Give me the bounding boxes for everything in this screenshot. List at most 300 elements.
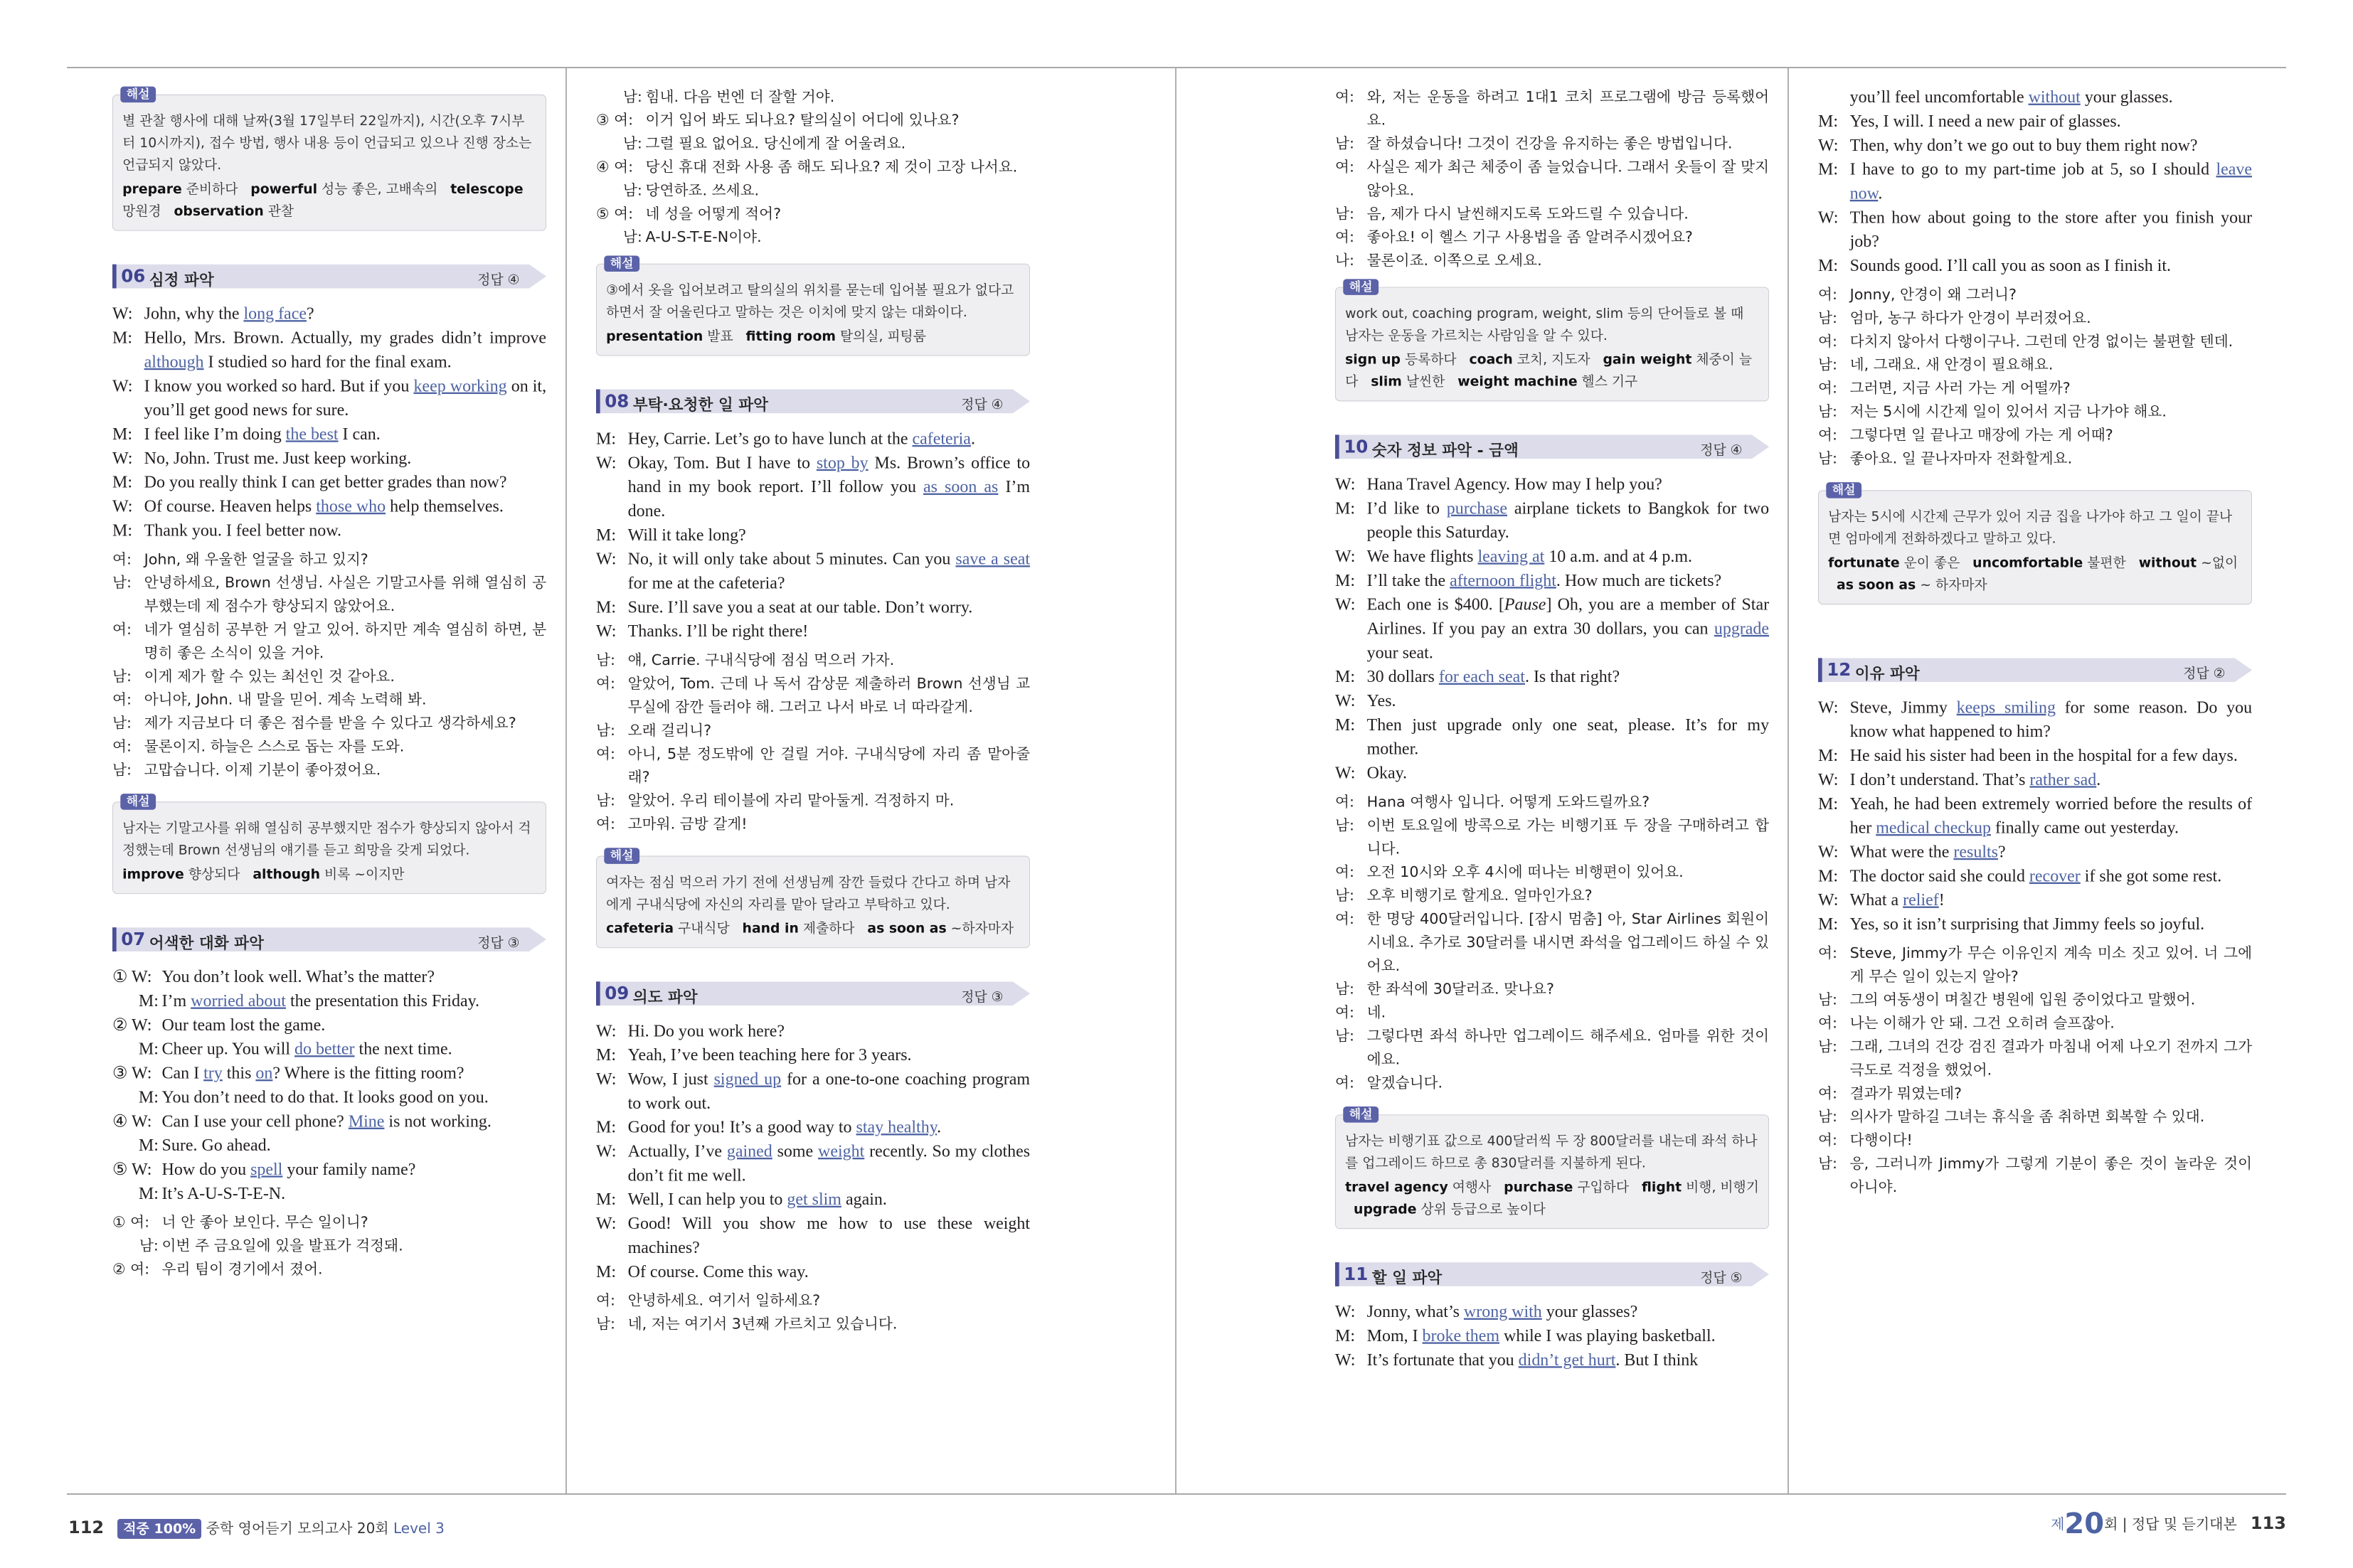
- translation-12: [1818, 942, 2252, 1199]
- line-text: 한 좌석에 30달러죠. 맞나요?: [1366, 980, 1555, 998]
- speaker: 여:: [1818, 1014, 1837, 1032]
- translation-line: [1335, 907, 1769, 978]
- speaker: M:: [596, 1045, 616, 1065]
- translation-line: [1818, 283, 2252, 306]
- translation-line: [112, 688, 546, 712]
- dialogue-line: [112, 965, 546, 989]
- line-text: John, 왜 우울한 얼굴을 하고 있지?: [144, 550, 368, 568]
- line-text: How do you spell your family name?: [161, 1160, 416, 1179]
- explanation-text: 남자는 비행기표 값으로 400달러씩 두 장 800달러를 내는데 좌석 하나를 업그레이드 하므로 총 830달러를 지불하게 된다.: [1345, 1133, 1758, 1171]
- line-text: You don’t need to do that. It looks good on you.: [161, 1087, 489, 1107]
- speaker: 나:: [1335, 252, 1354, 270]
- key-phrase: without: [2028, 87, 2081, 107]
- translation-line: [1818, 1129, 2252, 1152]
- vocab-word: gain weight: [1603, 351, 1692, 368]
- line-text: 이번 주 금요일에 있을 발표가 걱정돼.: [161, 1237, 403, 1254]
- key-phrase: afternoon flight: [1450, 571, 1556, 590]
- key-phrase: save a seat: [955, 550, 1030, 569]
- key-phrase: those who: [316, 496, 386, 516]
- vocab-meaning: 체중이 늘다: [1345, 351, 1752, 390]
- vocab-meaning: 향상되다: [188, 866, 240, 882]
- speaker: W:: [1818, 890, 1839, 910]
- line-text: I know you worked so hard. But if you keep working on it, you’ll get good news for sure.: [144, 376, 546, 420]
- vocab-word: telescope: [450, 181, 524, 197]
- answer-label: 정답 ④: [477, 272, 520, 288]
- line-text: Then just upgrade only one seat, please. It’s for my mother.: [1366, 715, 1769, 759]
- speaker: M:: [1335, 1326, 1355, 1345]
- question-title: 의도 파악: [632, 988, 698, 1006]
- speaker: 남:: [1335, 816, 1354, 834]
- vocab-word: upgrade: [1354, 1201, 1417, 1217]
- line-text: Steve, Jimmy keeps smiling for some reason. Do you know what happened to him?: [1849, 698, 2252, 741]
- line-text: 아니야, John. 내 말을 믿어. 계속 노력해 봐.: [144, 690, 427, 708]
- speaker: M:: [596, 1262, 616, 1281]
- line-text: Wow, I just signed up for a one-to-one coaching program to work out.: [627, 1070, 1030, 1113]
- translation-line: [112, 712, 546, 735]
- translation-line: [112, 665, 546, 688]
- dialogue-line: [596, 1115, 1030, 1139]
- header-stripe: [1335, 434, 1339, 459]
- speaker: M:: [138, 1040, 159, 1059]
- speaker: 여:: [1818, 1084, 1837, 1102]
- line-text: 당연하죠. 쓰세요.: [645, 181, 760, 199]
- dialogue-line: [112, 326, 546, 374]
- line-text: Yes, so it isn’t surprising that Jimmy feels so joyful.: [1849, 914, 2205, 934]
- translation-line: [596, 225, 1030, 249]
- vocab-word: cafeteria: [606, 920, 674, 937]
- speaker: 여:: [1335, 1003, 1354, 1021]
- explanation-box-05: [112, 87, 546, 231]
- translation-line: [1818, 423, 2252, 447]
- translation-line: [1818, 447, 2252, 470]
- dialogue-line: [1335, 472, 1769, 496]
- dialogue-line: [112, 1037, 546, 1061]
- translation-line: [596, 1313, 1030, 1336]
- explanation-label: 해설: [604, 848, 639, 864]
- line-text: We have flights leaving at 10 a.m. and at 4 p.m.: [1366, 547, 1693, 566]
- dialogue-line: [1335, 665, 1769, 689]
- key-phrase: the best: [285, 425, 339, 444]
- page-number-left: 112: [68, 1518, 105, 1537]
- speaker: W:: [1818, 770, 1839, 789]
- speaker: W:: [112, 376, 133, 395]
- key-phrase: signed up: [713, 1070, 782, 1089]
- translation-11: [1818, 283, 2252, 470]
- speaker: 남:: [1818, 449, 1837, 467]
- vocab-word: presentation: [606, 328, 703, 344]
- vocab-meaning: 날씬한: [1406, 373, 1445, 390]
- translation-line: [596, 109, 1030, 132]
- line-text: No, John. Trust me. Just keep working.: [144, 449, 412, 468]
- explanation-text: 별 관찰 행사에 대해 날짜(3월 17일부터 22일까지), 시간(오후 7시부터 10시까지), 접수 방법, 행사 내용 등이 언급되고 있으나 진행 장소는 언급되지 않았다.: [122, 113, 532, 173]
- line-text: 네가 열심히 공부한 거 알고 있어. 하지만 계속 열심히 하면, 분명히 좋은 소식이 있을 거야.: [144, 621, 546, 662]
- translation-06: [112, 548, 546, 782]
- vocab-word: improve: [122, 866, 184, 882]
- speaker: ① 여:: [112, 1213, 150, 1231]
- translation-line: [596, 789, 1030, 813]
- line-text: 그렇다면 좌석 하나만 업그레이드 해주세요. 엄마를 위한 것이에요.: [1366, 1027, 1769, 1068]
- speaker: [1818, 85, 1850, 110]
- line-text: 고마워. 금방 갈게!: [627, 815, 748, 833]
- dialogue-line: [1335, 1324, 1769, 1348]
- line-text: Thank you. I feel better now.: [144, 521, 341, 540]
- line-text: 얘, Carrie. 구내식당에 점심 먹으러 가자.: [627, 651, 895, 669]
- key-phrase: recover: [2029, 866, 2081, 885]
- vocab-line: [122, 863, 536, 885]
- line-text: 알았어, Tom. 근데 나 독서 감상문 제출하러 Brown 선생님 교무실에 잠깐 들러야 해. 그러고 나서 바로 너 따라갈게.: [627, 675, 1030, 716]
- speaker: W:: [596, 1021, 617, 1040]
- line-text: 아니, 5분 정도밖에 안 걸릴 거야. 구내식당에 자리 좀 맡아줄래?: [627, 745, 1030, 786]
- dialogue-line: [596, 595, 1030, 619]
- key-phrase: although: [144, 352, 204, 372]
- translation-line: [1818, 377, 2252, 400]
- speaker: W:: [1818, 208, 1839, 228]
- speaker: 남:: [622, 87, 642, 105]
- speaker: 여:: [1335, 863, 1354, 881]
- translation-10: [1335, 790, 1769, 1094]
- column-4-content: [1818, 71, 2252, 1199]
- vocab-meaning: 코치, 지도자: [1517, 351, 1590, 368]
- dialogue-12: [1818, 695, 2252, 936]
- dialogue-line: [1818, 206, 2252, 254]
- vocab-meaning: 등록하다: [1404, 351, 1457, 368]
- header-stripe: [1818, 658, 1822, 682]
- dialogue-line: [112, 1085, 546, 1109]
- line-text: 이거 입어 봐도 되나요? 탈의실이 어디에 있나요?: [645, 111, 960, 129]
- question-title: 할 일 파악: [1371, 1269, 1443, 1287]
- vocab-word: flight: [1641, 1179, 1682, 1195]
- vocab-word: coach: [1469, 351, 1513, 368]
- page-gutter: [1175, 68, 1176, 1493]
- translation-line: [112, 758, 546, 782]
- dialogue-11: [1335, 1300, 1769, 1372]
- translation-line: [1335, 884, 1769, 907]
- question-header-12: [1818, 658, 2252, 682]
- key-phrase: upgrade: [1714, 619, 1769, 639]
- line-text: 결과가 뭐였는데?: [1849, 1084, 1962, 1102]
- vocab-meaning: 구입하다: [1577, 1179, 1630, 1195]
- line-text: Each one is $400. [Pause] Oh, you are a member of Star Airlines. If you pay an extra 30 dollars, you can upgrade your seat.: [1366, 594, 1769, 662]
- line-text: Sounds good. I’ll call you as soon as I finish it.: [1849, 256, 2172, 275]
- vocab-word: purchase: [1504, 1179, 1573, 1195]
- speaker: M:: [1335, 498, 1355, 518]
- question-title: 이유 파악: [1854, 664, 1920, 683]
- speaker: 여:: [112, 690, 132, 708]
- header-stripe: [1335, 1262, 1339, 1286]
- speaker: ① W:: [112, 967, 152, 986]
- speaker: M:: [596, 597, 616, 617]
- speaker: 남:: [1818, 991, 1837, 1008]
- dialogue-line: [112, 989, 546, 1013]
- answer-label: 정답 ②: [2183, 666, 2226, 681]
- vocab-meaning: 비록 ~이지만: [324, 866, 405, 882]
- key-phrase: get slim: [787, 1190, 841, 1209]
- speaker: ② 여:: [112, 1260, 150, 1278]
- column-1-content: [112, 71, 546, 1281]
- dialogue-line: [112, 374, 546, 422]
- speaker: M:: [596, 1118, 616, 1137]
- dialogue-line: [1818, 767, 2252, 791]
- dialogue-line: [596, 619, 1030, 644]
- line-text: John, why the long face?: [144, 304, 314, 324]
- question-header-11: [1335, 1262, 1769, 1286]
- translation-line: [596, 178, 1030, 202]
- line-text: Of course. Come this way.: [627, 1262, 809, 1281]
- vocab-meaning: 운이 좋은: [1903, 555, 1960, 571]
- vocab-line: [122, 178, 536, 222]
- line-text: 나는 이해가 안 돼. 그건 오히려 슬프잖아.: [1849, 1014, 2115, 1032]
- translation-line: [112, 571, 546, 618]
- explanation-box-09: [1335, 279, 1769, 402]
- speaker: 여:: [1818, 379, 1837, 397]
- translation-line: [1818, 400, 2252, 423]
- vocab-meaning: 탈의실, 피팅룸: [839, 328, 926, 344]
- speaker: W:: [596, 622, 617, 641]
- line-text: 물론이지. 하늘은 스스로 돕는 자를 도와.: [144, 737, 405, 755]
- dialogue-line: [1335, 761, 1769, 785]
- explanation-text: 여자는 점심 먹으러 가기 전에 선생님께 잠깐 들렀다 간다고 하며 남자에게 구내식당에 자신의 자리를 맡아 달라고 부탁하고 있다.: [606, 874, 1011, 912]
- footer-left: [68, 1517, 445, 1539]
- translation-line: [1335, 860, 1769, 884]
- key-phrase: do better: [294, 1040, 355, 1059]
- vocab-word: slim: [1371, 373, 1402, 390]
- translation-line: [112, 548, 546, 571]
- speaker: 남:: [112, 667, 132, 685]
- translation-line: [1335, 155, 1769, 202]
- vocab-word: sign up: [1345, 351, 1401, 368]
- dialogue-line: [596, 1188, 1030, 1212]
- speaker: 여:: [596, 745, 615, 762]
- line-text: 오후 비행기로 할게요. 얼마인가요?: [1366, 887, 1593, 905]
- translation-line: [112, 1258, 546, 1281]
- dialogue-line: [1335, 1300, 1769, 1324]
- dialogue-11-cont: [1818, 85, 2252, 278]
- column-4: [1818, 71, 2252, 1486]
- translation-line: [596, 155, 1030, 178]
- speaker: W:: [1818, 136, 1839, 155]
- key-phrase: leaving at: [1477, 547, 1545, 566]
- key-phrase: try: [203, 1063, 223, 1083]
- line-text: 네, 저는 여기서 3년째 가르치고 있습니다.: [627, 1315, 898, 1333]
- speaker: 남:: [1818, 356, 1837, 373]
- vocab-meaning: 상위 등급으로 높이다: [1420, 1201, 1546, 1217]
- dialogue-line: [596, 427, 1030, 451]
- speaker: W:: [596, 1141, 617, 1161]
- line-text: Hana Travel Agency. How may I help you?: [1366, 474, 1662, 494]
- dialogue-line: [112, 446, 546, 470]
- line-text: Thanks. I’ll be right there!: [627, 622, 809, 641]
- explanation-box-11: [1818, 483, 2252, 604]
- vocab-line: [1345, 348, 1759, 393]
- line-text: Sure. Go ahead.: [161, 1136, 271, 1155]
- speaker: W:: [1818, 842, 1839, 862]
- dialogue-line: [596, 1067, 1030, 1116]
- key-phrase: keep working: [413, 376, 507, 395]
- dialogue-line: [112, 302, 546, 326]
- explanation-box-06: [112, 794, 546, 894]
- line-text: Yes.: [1366, 691, 1396, 710]
- line-text: 그의 여동생이 며칠간 병원에 입원 중이었다고 말했어.: [1849, 991, 2196, 1008]
- line-text: Will it take long?: [627, 526, 746, 545]
- speaker: W:: [1335, 1302, 1356, 1321]
- speaker: 남:: [112, 714, 132, 732]
- vocab-meaning: ~ 하자마자: [1920, 577, 1987, 593]
- speaker: 남:: [139, 1237, 159, 1254]
- vocab-word: prepare: [122, 181, 182, 197]
- line-text: 와, 저는 운동을 하려고 1대1 코치 프로그램에 방금 등록했어요.: [1366, 87, 1769, 129]
- line-text: Then how about going to the store after you finish your job?: [1849, 208, 2252, 251]
- dialogue-line: [112, 1061, 546, 1085]
- speaker: ③ W:: [112, 1063, 152, 1083]
- line-text: Cheer up. You will do better the next time.: [161, 1040, 452, 1059]
- speaker: M:: [138, 1184, 159, 1203]
- speaker: 여:: [596, 1291, 615, 1309]
- line-text: 네.: [1366, 1003, 1386, 1021]
- line-text: A-U-S-T-E-N이야.: [645, 228, 762, 246]
- translation-line: [1335, 1024, 1769, 1071]
- line-text: 다행이다!: [1849, 1131, 1913, 1149]
- vocab-word: powerful: [250, 181, 318, 197]
- line-text: Mom, I broke them while I was playing basketball.: [1366, 1326, 1716, 1345]
- dialogue-line: [1818, 157, 2252, 206]
- dialogue-line: [1818, 133, 2252, 157]
- speaker: M:: [112, 425, 132, 444]
- question-number: 10: [1344, 437, 1369, 457]
- line-text: 안녕하세요. 여기서 일하세요?: [627, 1291, 821, 1309]
- header-stripe: [596, 389, 600, 413]
- explanation-box-07: [596, 256, 1030, 356]
- key-phrase: keeps smiling: [1956, 698, 2056, 718]
- question-title: 어색한 대화 파악: [149, 934, 264, 952]
- dialogue-line: [1335, 713, 1769, 761]
- line-text: 안녕하세요, Brown 선생님. 사실은 기말고사를 위해 열심히 공부했는데 제 점수가 향상되지 않았어요.: [144, 574, 546, 615]
- line-text: Our team lost the game.: [161, 1015, 326, 1035]
- speaker: 여:: [1335, 1074, 1354, 1092]
- question-title: 심정 파악: [149, 270, 214, 289]
- key-phrase: relief: [1903, 890, 1939, 910]
- speaker: W:: [1818, 698, 1839, 718]
- dialogue-line: [1818, 840, 2252, 864]
- translation-line: [1818, 1082, 2252, 1105]
- line-text: It’s fortunate that you didn’t get hurt. But I think: [1366, 1350, 1699, 1370]
- speaker: ③ 여:: [596, 111, 634, 129]
- dialogue-08: [596, 427, 1030, 644]
- translation-line: [596, 719, 1030, 742]
- line-text: 고맙습니다. 이제 기분이 좋아졌어요.: [144, 761, 381, 779]
- vocab-meaning: 관찰: [267, 203, 294, 219]
- vocab-word: travel agency: [1345, 1179, 1448, 1195]
- line-text: 다치지 않아서 다행이구나. 그런데 안경 없이는 불편할 텐데.: [1849, 333, 2234, 350]
- speaker: M:: [1818, 746, 1838, 765]
- question-header-10: [1335, 434, 1769, 459]
- key-phrase: stop by: [816, 453, 869, 472]
- line-text: Actually, I’ve gained some weight recently. So my clothes don’t fit me well.: [627, 1141, 1030, 1185]
- translation-line: [1818, 942, 2252, 988]
- speaker: 여:: [1335, 910, 1354, 928]
- translation-line: [112, 735, 546, 758]
- translation-line: [1818, 1035, 2252, 1082]
- line-text: I’m worried about the presentation this Friday.: [161, 991, 480, 1010]
- line-text: I feel like I’m doing the best I can.: [144, 425, 381, 444]
- line-text: 그럴 필요 없어요. 당신에게 잘 어울려요.: [645, 134, 906, 152]
- speaker: 남:: [1818, 1155, 1837, 1173]
- line-text: I don’t understand. That’s rather sad.: [1849, 770, 2101, 789]
- line-text: 너 안 좋아 보인다. 무슨 일이니?: [161, 1213, 368, 1231]
- translation-line: [1335, 249, 1769, 272]
- column-divider-left: [565, 68, 567, 1493]
- speaker: W:: [596, 1070, 617, 1089]
- speaker: 여:: [112, 550, 132, 568]
- line-text: 그러면, 지금 사러 가는 게 어떨까?: [1849, 379, 2071, 397]
- dialogue-line: [1335, 1348, 1769, 1372]
- line-text: 네 성을 어떻게 적어?: [645, 205, 782, 223]
- dialogue-line: [596, 1019, 1030, 1043]
- line-text: 사실은 제가 최근 체중이 좀 늘었습니다. 그래서 옷들이 잘 맞지 않아요.: [1366, 158, 1769, 199]
- dialogue-line: [596, 1043, 1030, 1067]
- speaker: 남:: [622, 181, 642, 199]
- explanation-label: 해설: [1826, 482, 1861, 498]
- line-text: I have to go to my part-time job at 5, so I should leave now.: [1849, 160, 2252, 203]
- key-phrase: rather sad: [2029, 770, 2097, 789]
- question-number: 09: [605, 983, 630, 1004]
- column-3-content: [1335, 71, 1769, 1372]
- header-stripe: [112, 265, 117, 289]
- speaker: 남:: [596, 791, 615, 809]
- question-number: 12: [1827, 660, 1852, 681]
- translation-line: [1335, 1071, 1769, 1094]
- line-text: 오전 10시와 오후 4시에 떠나는 비행편이 있어요.: [1366, 863, 1684, 881]
- line-text: 좋아요! 이 헬스 기구 사용법을 좀 알려주시겠어요?: [1366, 228, 1693, 246]
- speaker: 남:: [1818, 309, 1837, 327]
- question-number: 06: [121, 266, 146, 287]
- explanation-label: 해설: [1343, 1106, 1379, 1123]
- translation-line: [112, 1211, 546, 1234]
- key-phrase: as soon as: [923, 477, 999, 496]
- vocab-word: as soon as: [1837, 577, 1916, 593]
- speaker: M:: [596, 429, 616, 449]
- speaker: W:: [112, 496, 133, 516]
- vocab-word: as soon as: [867, 920, 947, 937]
- dialogue-line: [1335, 689, 1769, 713]
- explanation-box-08: [596, 848, 1030, 949]
- question-number: 11: [1344, 1264, 1369, 1285]
- key-phrase: broke them: [1422, 1326, 1500, 1345]
- speaker: W:: [596, 550, 617, 569]
- line-text: Good for you! It’s a good way to stay healthy.: [627, 1118, 942, 1137]
- key-phrase: Mine: [348, 1111, 385, 1131]
- explanation-text: 남자는 5시에 시간제 근무가 있어 지금 집을 나가야 하고 그 일이 끝나면 엄마에게 전화하겠다고 말하고 있다.: [1828, 508, 2233, 547]
- speaker: M:: [112, 521, 132, 540]
- line-text: Yeah, he had been extremely worried before the results of her medical checkup finally came out yesterday.: [1849, 794, 2252, 838]
- speaker: M:: [1818, 794, 1838, 814]
- speaker: W:: [112, 449, 133, 468]
- key-phrase: on: [255, 1063, 273, 1083]
- speaker: 남:: [596, 1315, 615, 1333]
- dialogue-line: [1818, 110, 2252, 134]
- speaker: 남:: [1335, 134, 1354, 152]
- line-text: Hi. Do you work here?: [627, 1021, 785, 1040]
- speaker: M:: [1335, 667, 1355, 686]
- dialogue-line: [1818, 791, 2252, 840]
- translation-line: [1335, 790, 1769, 814]
- round-suffix: 회 | 정답 및 듣기대본: [2104, 1515, 2237, 1532]
- speaker: 여:: [1335, 87, 1354, 105]
- dialogue-line: [1818, 912, 2252, 937]
- speaker: W:: [1335, 691, 1356, 710]
- vocab-line: [606, 325, 1020, 347]
- line-text: 엄마, 농구 하다가 안경이 부러졌어요.: [1849, 309, 2091, 327]
- speaker: W:: [1335, 594, 1356, 614]
